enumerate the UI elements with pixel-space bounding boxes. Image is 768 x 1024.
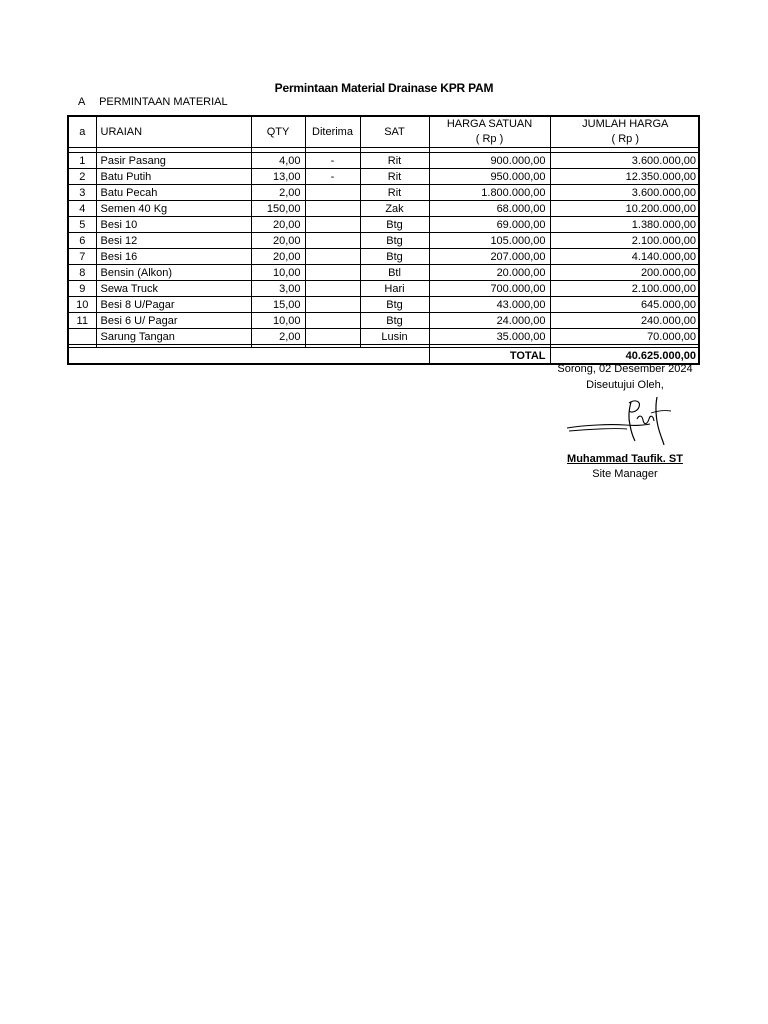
cell-no: 1 <box>69 153 96 169</box>
cell-no: 11 <box>69 313 96 329</box>
table-row <box>69 201 700 217</box>
cell-uraian: Besi 6 U/ Pagar <box>96 313 251 329</box>
table-row <box>69 185 700 201</box>
table-row <box>69 297 700 313</box>
cell-harga-satuan: 68.000,00 <box>429 201 550 217</box>
cell-sat: Rit <box>360 153 429 169</box>
signatory-role: Site Manager <box>592 468 658 480</box>
cell-diterima <box>305 281 360 297</box>
table-row <box>69 153 700 169</box>
cell-qty: 2,00 <box>251 329 305 345</box>
signature-place-date: Sorong, 02 Desember 2024 <box>557 363 693 375</box>
total-row <box>69 348 700 364</box>
cell-no: 3 <box>69 185 96 201</box>
document-title: Permintaan Material Drainase KPR PAM <box>274 81 494 95</box>
cell-qty: 150,00 <box>251 201 305 217</box>
cell-no: 7 <box>69 249 96 265</box>
cell-uraian: Besi 16 <box>96 249 251 265</box>
cell-uraian: Besi 10 <box>96 217 251 233</box>
cell-diterima <box>305 217 360 233</box>
cell-diterima <box>305 201 360 217</box>
cell-diterima <box>305 233 360 249</box>
cell-sat: Zak <box>360 201 429 217</box>
cell-no: 6 <box>69 233 96 249</box>
material-table-container <box>67 115 700 365</box>
cell-diterima <box>305 329 360 345</box>
cell-jumlah-harga: 12.350.000,00 <box>550 169 700 185</box>
cell-jumlah-harga: 1.380.000,00 <box>550 217 700 233</box>
cell-sat: Btg <box>360 313 429 329</box>
cell-no <box>69 329 96 345</box>
header-qty: QTY <box>251 117 305 148</box>
cell-uraian: Bensin (Alkon) <box>96 265 251 281</box>
cell-qty: 2,00 <box>251 185 305 201</box>
cell-diterima <box>305 313 360 329</box>
cell-no: 5 <box>69 217 96 233</box>
cell-jumlah-harga: 240.000,00 <box>550 313 700 329</box>
cell-jumlah-harga: 4.140.000,00 <box>550 249 700 265</box>
cell-diterima <box>305 185 360 201</box>
total-value: 40.625.000,00 <box>550 348 700 364</box>
table-row <box>69 233 700 249</box>
cell-sat: Btg <box>360 297 429 313</box>
cell-qty: 10,00 <box>251 313 305 329</box>
cell-no: 2 <box>69 169 96 185</box>
cell-no: 9 <box>69 281 96 297</box>
cell-diterima <box>305 249 360 265</box>
table-row <box>69 169 700 185</box>
header-harga-satuan-unit: ( Rp ) <box>475 133 504 145</box>
cell-qty: 4,00 <box>251 153 305 169</box>
cell-uraian: Batu Putih <box>96 169 251 185</box>
cell-jumlah-harga: 200.000,00 <box>550 265 700 281</box>
cell-jumlah-harga: 3.600.000,00 <box>550 185 700 201</box>
cell-harga-satuan: 1.800.000,00 <box>429 185 550 201</box>
cell-qty: 10,00 <box>251 265 305 281</box>
cell-sat: Btg <box>360 249 429 265</box>
cell-no: 10 <box>69 297 96 313</box>
cell-harga-satuan: 207.000,00 <box>429 249 550 265</box>
table-row <box>69 329 700 345</box>
section-title: PERMINTAAN MATERIAL <box>99 96 228 108</box>
cell-uraian: Sewa Truck <box>96 281 251 297</box>
cell-sat: Btg <box>360 217 429 233</box>
cell-diterima <box>305 265 360 281</box>
cell-jumlah-harga: 645.000,00 <box>550 297 700 313</box>
table-row <box>69 281 700 297</box>
cell-sat: Lusin <box>360 329 429 345</box>
cell-qty: 20,00 <box>251 249 305 265</box>
header-harga-satuan-label: HARGA SATUAN <box>446 118 533 130</box>
table-row <box>69 265 700 281</box>
signature-approved-by: Diseutujui Oleh, <box>586 379 664 391</box>
cell-harga-satuan: 69.000,00 <box>429 217 550 233</box>
header-no: a <box>69 117 96 148</box>
cell-harga-satuan: 950.000,00 <box>429 169 550 185</box>
header-uraian: URAIAN <box>96 117 251 148</box>
cell-diterima <box>305 297 360 313</box>
header-jumlah-harga-label: JUMLAH HARGA <box>582 118 669 130</box>
cell-sat: Rit <box>360 169 429 185</box>
cell-uraian: Semen 40 Kg <box>96 201 251 217</box>
table-row <box>69 313 700 329</box>
header-diterima: Diterima <box>305 117 360 148</box>
cell-sat: Btg <box>360 233 429 249</box>
header-jumlah-harga <box>550 117 700 148</box>
cell-jumlah-harga: 70.000,00 <box>550 329 700 345</box>
header-harga-satuan <box>429 117 550 148</box>
total-label: TOTAL <box>429 348 550 364</box>
header-sat: SAT <box>360 117 429 148</box>
table-header-row <box>69 117 700 148</box>
cell-sat: Btl <box>360 265 429 281</box>
cell-uraian: Batu Pecah <box>96 185 251 201</box>
cell-harga-satuan: 700.000,00 <box>429 281 550 297</box>
cell-jumlah-harga: 2.100.000,00 <box>550 281 700 297</box>
cell-harga-satuan: 105.000,00 <box>429 233 550 249</box>
cell-qty: 20,00 <box>251 233 305 249</box>
cell-qty: 13,00 <box>251 169 305 185</box>
material-table <box>69 117 700 363</box>
cell-qty: 20,00 <box>251 217 305 233</box>
cell-jumlah-harga: 3.600.000,00 <box>550 153 700 169</box>
cell-harga-satuan: 20.000,00 <box>429 265 550 281</box>
signatory-name: Muhammad Taufik. ST <box>567 453 683 465</box>
cell-jumlah-harga: 10.200.000,00 <box>550 201 700 217</box>
cell-sat: Rit <box>360 185 429 201</box>
cell-uraian: Sarung Tangan <box>96 329 251 345</box>
cell-harga-satuan: 24.000,00 <box>429 313 550 329</box>
cell-harga-satuan: 900.000,00 <box>429 153 550 169</box>
handwritten-signature <box>565 395 675 450</box>
cell-qty: 3,00 <box>251 281 305 297</box>
cell-harga-satuan: 35.000,00 <box>429 329 550 345</box>
cell-qty: 15,00 <box>251 297 305 313</box>
cell-harga-satuan: 43.000,00 <box>429 297 550 313</box>
cell-jumlah-harga: 2.100.000,00 <box>550 233 700 249</box>
table-row <box>69 249 700 265</box>
cell-diterima: - <box>305 169 360 185</box>
cell-uraian: Besi 12 <box>96 233 251 249</box>
cell-no: 8 <box>69 265 96 281</box>
cell-uraian: Pasir Pasang <box>96 153 251 169</box>
table-row <box>69 217 700 233</box>
header-jumlah-harga-unit: ( Rp ) <box>611 133 639 145</box>
section-heading <box>78 96 228 108</box>
cell-sat: Hari <box>360 281 429 297</box>
cell-diterima: - <box>305 153 360 169</box>
cell-uraian: Besi 8 U/Pagar <box>96 297 251 313</box>
cell-no: 4 <box>69 201 96 217</box>
section-letter: A <box>78 96 86 108</box>
